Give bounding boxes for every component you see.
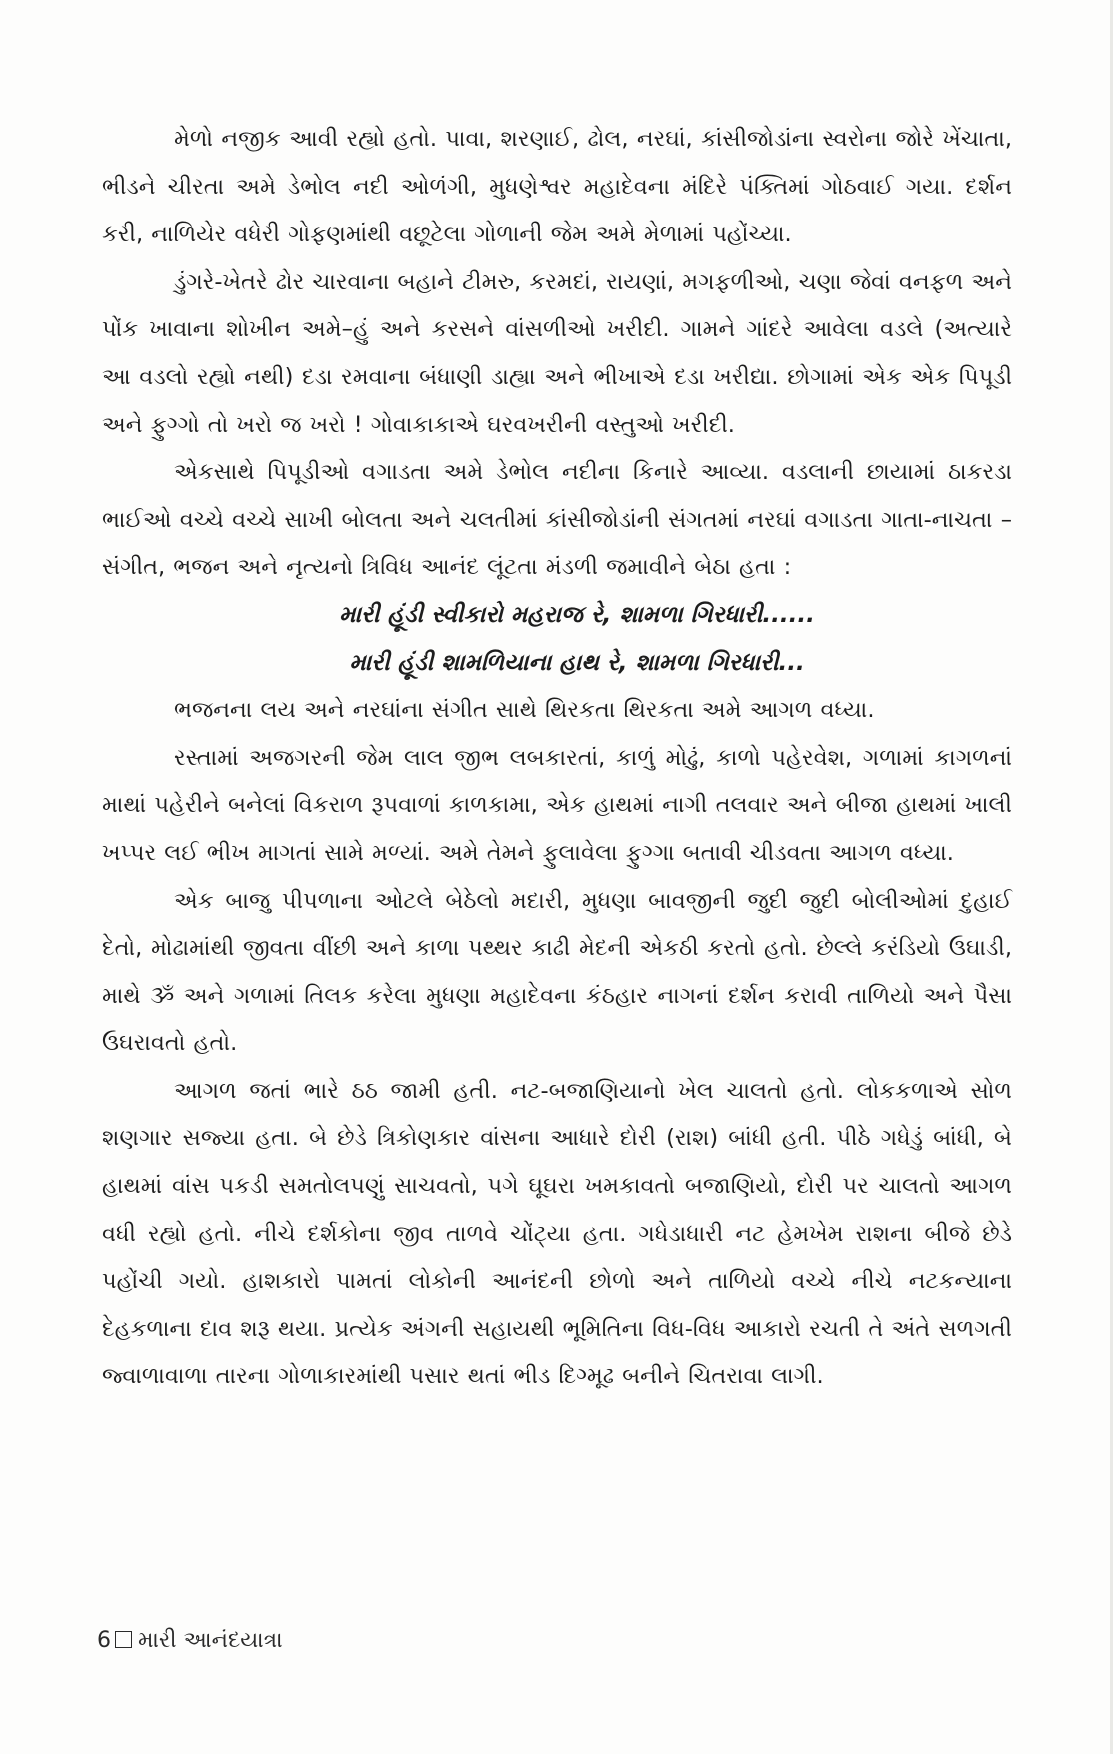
- body-text: [102, 116, 1012, 1401]
- page-number: 6: [97, 1628, 111, 1653]
- bhajan-verse-line-1: મારી હૂંડી સ્વીકારો મહરાજ રે, શામળા ગિરધારી......: [339, 601, 815, 628]
- paragraph-kalkama: રસ્તામાં અજગરની જેમ લાલ જીભ લબકારતાં, કાળું મોઢું, કાળો પહેરવેશ, ગળામાં કાગળનાં માથાં પહેરીને બનેલાં વિકરાળ રૂપવાળાં કાળકામા, એક હાથમાં નાગી તલવાર અને બીજા હાથમાં ખાલી ખપ્પર લઈ ભીખ માગતાં સામે મળ્યાં. અમે તેમને ફુલાવેલા ફુગ્ગા બતાવી ચીડવતા આગળ વધ્યા.: [102, 744, 1012, 866]
- bhajan-verse-line-2: મારી હૂંડી શામળિયાના હાથ રે, શામળા ગિરધારી...: [349, 649, 805, 676]
- paragraph-snake-charmer: એક બાજુ પીપળાના ઓટલે બેઠેલો મદારી, મુધણા બાવજીની જુદી જુદી બોલીઓમાં દુહાઈ દેતો, મોઢામાંથી જીવતા વીંછી અને કાળા પથ્થર કાઢી મેદની એકઠી કરતો હતો. છેલ્લે કરંડિયો ઉઘાડી, માથે ૐ અને ગળામાં તિલક કરેલા મુધણા મહાદેવના કંઠહાર નાગનાં દર્શન કરાવી તાળિયો અને પૈસા ઉઘરાવતો હતો.: [102, 887, 1012, 1057]
- paragraph-fair-arrival: મેળો નજીક આવી રહ્યો હતો. પાવા, શરણાઈ, ઢોલ, નરઘાં, કાંસીજોડાંના સ્વરોના જોરે ખેંચાતા, ભીડને ચીરતા અમે ડેભોલ નદી ઓળંગી, મુધણેશ્વર મહાદેવના મંદિરે પંક્તિમાં ગોઠવાઈ ગયા. દર્શન કરી, નાળિયેર વધેરી ગોફણમાંથી વછૂટેલા ગોળાની જેમ અમે મેળામાં પહોંચ્યા.: [102, 126, 1012, 248]
- paragraph-river-bank: એકસાથે પિપૂડીઓ વગાડતા અમે ડેભોલ નદીના કિનારે આવ્યા. વડલાની છાયામાં ઠાકરડા ભાઈઓ વચ્ચે વચ્ચે સાખી બોલતા અને ચલતીમાં કાંસીજોડાંની સંગતમાં નરઘાં વગાડતા ગાતા-નાચતા – સંગીત, ભજન અને નૃત્યનો ત્રિવિધ આનંદ લૂંટતા મંડળી જમાવીને બેઠા હતા :: [102, 459, 1012, 581]
- paragraph-purchases: ડુંગરે-ખેતરે ઢોર ચારવાના બહાને ટીમરુ, કરમદાં, રાયણાં, મગફળીઓ, ચણા જેવાં વનફળ અને પોંક ખાવાના શોખીન અમે–હું અને કરસને વાંસળીઓ ખરીદી. ગામને ગાંદરે આવેલા વડલે (અત્યારે આ વડલો રહ્યો નથી) દડા રમવાના બંધાણી ડાહ્યા અને ભીખાએ દડા ખરીદ્યા. છોગામાં એક એક પિપૂડી અને ફુગ્ગો તો ખરો જ ખરો ! ગોવાકાકાએ ઘરવખરીની વસ્તુઓ ખરીદી.: [102, 268, 1012, 438]
- paragraph-moving-ahead: ભજનના લય અને નરઘાંના સંગીત સાથે થિરકતા થિરકતા અમે આગળ વધ્યા.: [174, 697, 875, 724]
- square-separator-icon: [115, 1631, 132, 1648]
- page-footer: [97, 1628, 283, 1653]
- paragraph-acrobats: આગળ જતાં ભારે ઠઠ જામી હતી. નટ-બજાણિયાનો ખેલ ચાલતો હતો. લોકકળાએ સોળ શણગાર સજ્યા હતા. બે છેડે ત્રિકોણકાર વાંસના આધારે દોરી (રાશ) બાંધી હતી. પીઠે ગધેડું બાંધી, બે હાથમાં વાંસ પકડી સમતોલપણું સાચવતો, પગે ઘૂઘરા ખમકાવતો બજાણિયો, દોરી પર ચાલતો આગળ વધી રહ્યો હતો. નીચે દર્શકોના જીવ તાળવે ચોંટ્યા હતા. ગધેડાધારી નટ હેમખેમ રાશના બીજે છેડે પહોંચી ગયો. હાશકારો પામતાં લોકોની આનંદની છોળો અને તાળિયો વચ્ચે નીચે નટકન્યાના દેહકળાના દાવ શરૂ થયા. પ્રત્યેક અંગની સહાયથી ભૂમિતિના વિધ-વિધ આકારો રચતી તે અંતે સળગતી જ્વાળાવાળા તારના ગોળાકારમાંથી પસાર થતાં ભીડ દિગ્મૂઢ બનીને ચિતરાવા લાગી.: [102, 1077, 1012, 1390]
- book-title: મારી આનંદયાત્રા: [138, 1628, 283, 1653]
